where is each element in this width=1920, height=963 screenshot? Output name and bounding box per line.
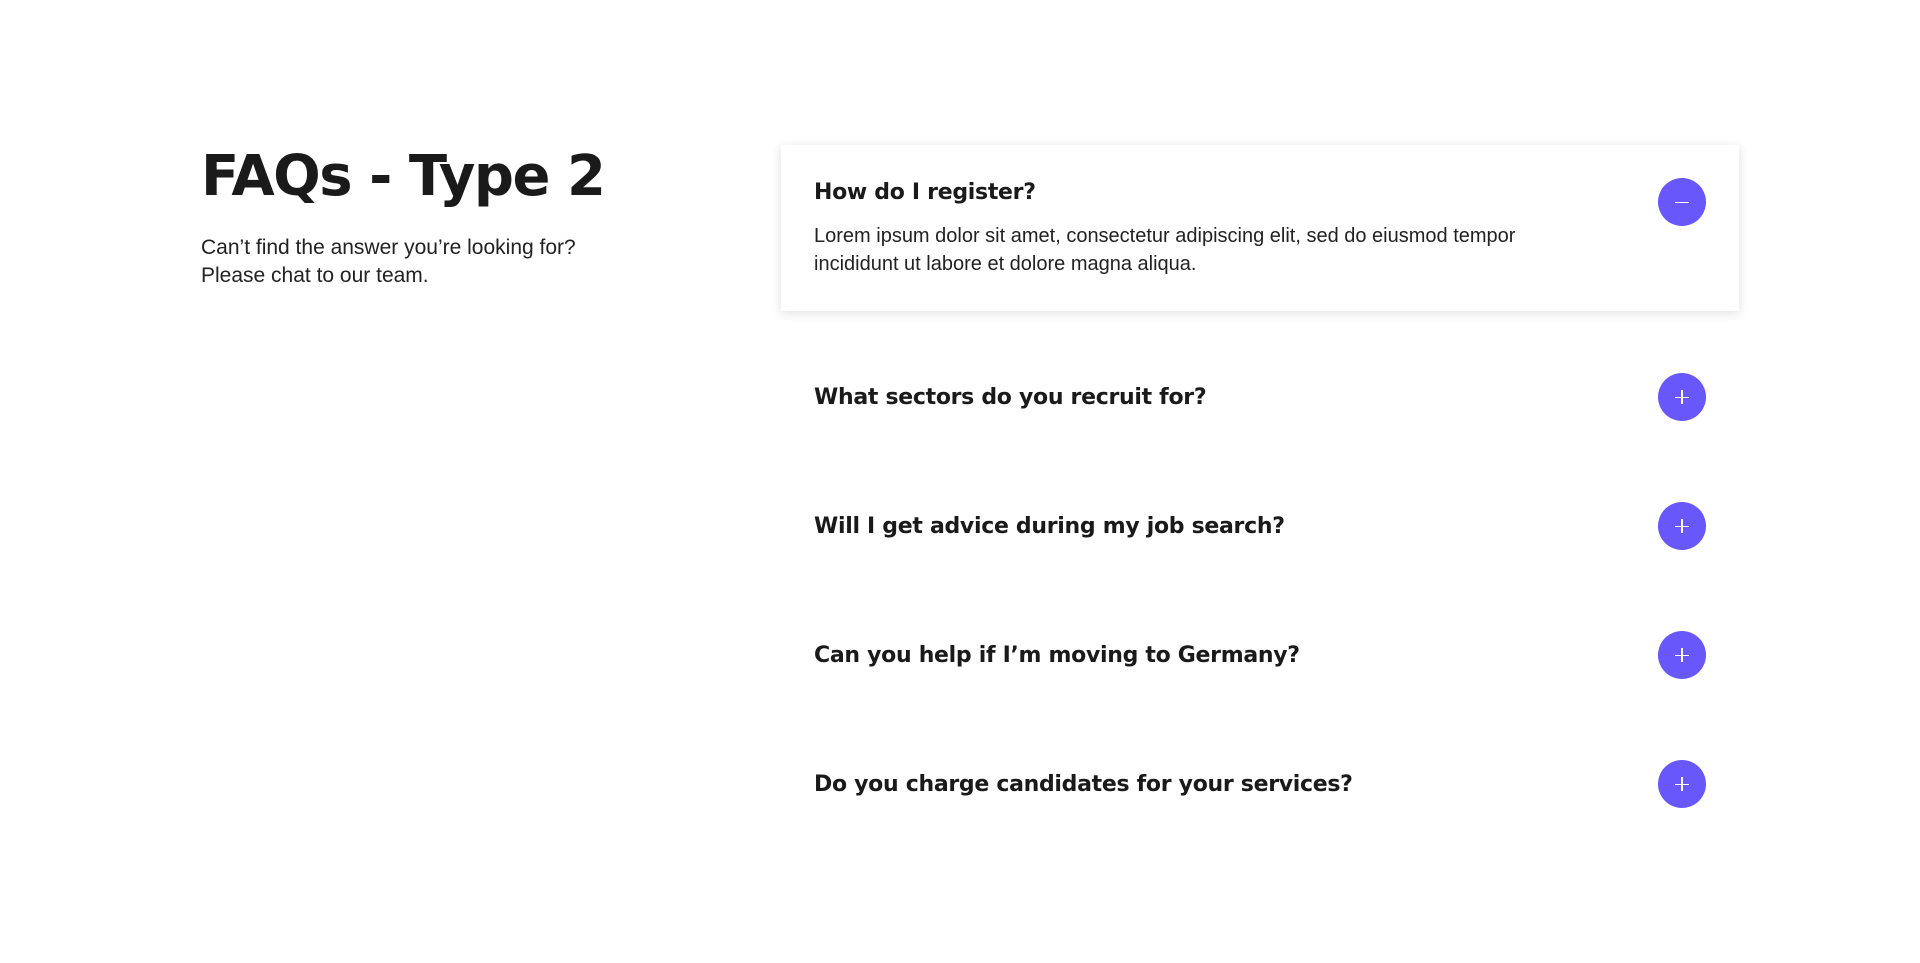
faq-answer: Lorem ipsum dolor sit amet, consectetur adipiscing elit, sed do eiusmod tempor incididunt ut labore et dolore magna aliqua. [814,225,1516,275]
faq-item-register [781,145,1739,311]
collapse-button[interactable] [1658,178,1706,226]
page-title: FAQs - Type 2 [201,144,605,209]
faq-list [781,145,1739,849]
plus-icon [1675,777,1689,791]
expand-button[interactable] [1658,502,1706,550]
expand-button[interactable] [1658,760,1706,808]
plus-icon [1675,648,1689,662]
faq-question[interactable]: How do I register? [814,180,1036,205]
faq-question[interactable]: Can you help if I’m moving to Germany? [814,642,1300,668]
minus-icon [1675,195,1689,209]
faq-question[interactable]: What sectors do you recruit for? [814,384,1207,410]
expand-button[interactable] [1658,373,1706,421]
plus-icon [1675,519,1689,533]
faq-question[interactable]: Will I get advice during my job search? [814,513,1285,539]
faq-item-germany [781,591,1739,720]
faq-intro [201,146,721,290]
faq-item-sectors [781,333,1739,462]
faq-item-advice [781,462,1739,591]
faq-question[interactable]: Do you charge candidates for your services? [814,771,1353,797]
page-subtitle: Can’t find the answer you’re looking for? Please chat to our team. [201,235,576,287]
expand-button[interactable] [1658,631,1706,679]
plus-icon [1675,390,1689,404]
faq-item-charges [781,720,1739,849]
